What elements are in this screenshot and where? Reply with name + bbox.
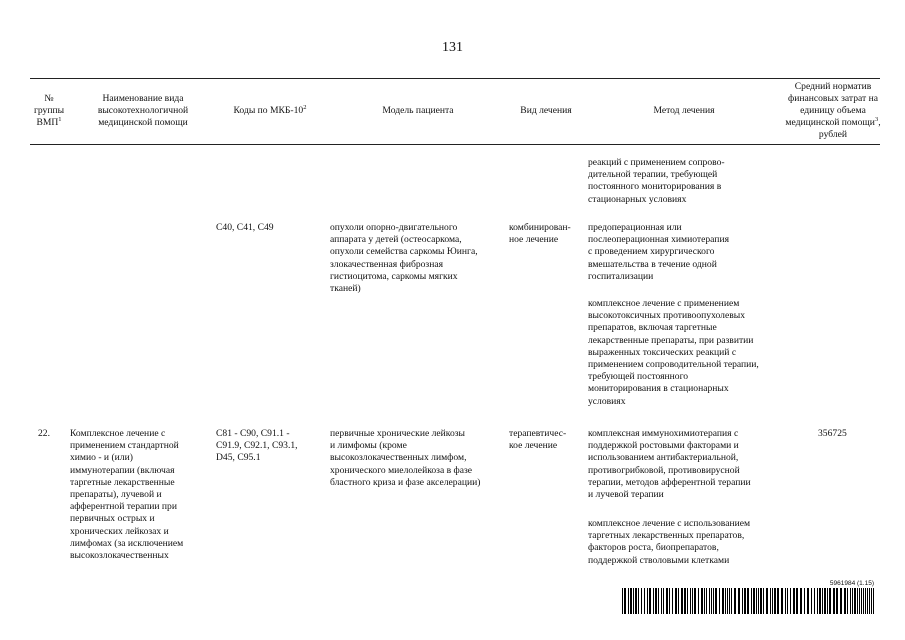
barcode-bar — [744, 588, 746, 614]
barcode-bar — [678, 588, 679, 614]
barcode-bar — [628, 588, 629, 614]
barcode-bar — [859, 588, 860, 614]
barcode-image — [622, 588, 876, 614]
barcode-bar — [622, 588, 623, 614]
barcode-bar — [800, 588, 802, 614]
barcode-bar — [774, 588, 776, 614]
barcode-bar — [854, 588, 856, 614]
header-group-number — [30, 80, 68, 142]
footnote-3: 3 — [874, 116, 879, 123]
header-cost-norm-text — [784, 81, 882, 141]
vmp-name-cell: Комплексное лечение с применением стандартной химио - и (или) иммунотерапии (включая таргетные лекарственные препараты), лучевой и афферентной терапии при первичных острых и хронических лейкозах и лимфомах (за исключением высокозлокачественных — [70, 428, 184, 562]
barcode-bar — [672, 588, 673, 614]
header-icd-codes — [214, 80, 326, 142]
treatment-type-cell: терапевтичес- кое лечение — [509, 428, 567, 452]
barcode-bar — [865, 588, 866, 614]
patient-model-cell: первичные хронические лейкозы и лимфомы (кроме высокозлокачественных лимфом, хронического миелолейкоза в фазе бластного криза и фазе акселерации) — [330, 428, 481, 488]
barcode-bar — [836, 588, 838, 614]
barcode-bar — [687, 588, 688, 614]
barcode-bar — [847, 588, 848, 614]
icd-codes-cell: C81 - C90, C91.1 - C91.9, C92.1, C93.1, D45, C95.1 — [216, 428, 298, 464]
barcode-bar — [824, 588, 826, 614]
header-icd-codes-text — [234, 105, 307, 117]
patient-model-cell: опухоли опорно-двигательного аппарата у детей (остеосаркома, опухоли семейства саркомы Юинга, злокачественная фиброзная гистиоцитома, саркомы мягких тканей) — [330, 222, 478, 295]
barcode-bar — [790, 588, 791, 614]
barcode-bar — [706, 588, 707, 614]
barcode-bar — [647, 588, 648, 614]
barcode-bar — [793, 588, 795, 614]
barcode-bar — [635, 588, 637, 614]
barcode-bar — [844, 588, 846, 614]
barcode-bar — [796, 588, 798, 614]
header-cost-norm — [784, 80, 882, 142]
barcode-bar — [713, 588, 714, 614]
barcode-bar — [649, 588, 651, 614]
barcode-bar — [653, 588, 654, 614]
barcode-bar — [763, 588, 764, 614]
barcode-bar — [758, 588, 759, 614]
barcode-bar — [850, 588, 851, 614]
barcode-bar — [863, 588, 864, 614]
barcode-bar — [833, 588, 835, 614]
header-treatment-method-label: Метод лечения — [653, 105, 715, 116]
header-patient-model-label: Модель пациента — [382, 105, 454, 116]
header-top-rule — [30, 78, 880, 79]
header-treatment-method — [586, 80, 782, 142]
barcode-bar — [814, 588, 815, 614]
group-number-cell: 22. — [38, 428, 50, 439]
barcode-bar — [690, 588, 691, 614]
header-patient-model — [328, 80, 508, 142]
footnote-2: 2 — [303, 104, 307, 111]
barcode-bar — [827, 588, 828, 614]
barcode-bar — [811, 588, 812, 614]
cost-cell: 356725 — [818, 428, 847, 439]
barcode-bar — [666, 588, 668, 614]
barcode-bar — [785, 588, 786, 614]
header-group-number-text — [30, 93, 68, 129]
barcode-bar — [738, 588, 740, 614]
barcode-bar — [829, 588, 831, 614]
method-continuation: реакций с применением сопрово- дительной терапии, требующей постоянного мониторирования в стационарных условиях — [588, 157, 725, 205]
barcode-bar — [709, 588, 710, 614]
barcode-bar — [840, 588, 842, 614]
icd-codes-cell: C40, C41, C49 — [216, 222, 274, 233]
header-cost-norm-label: Средний норматив финансовых затрат на единицу объема медицинской помощи — [785, 81, 878, 128]
barcode-bar — [731, 588, 732, 614]
barcode-bar — [698, 588, 699, 614]
barcode-bar — [711, 588, 712, 614]
barcode-bar — [747, 588, 749, 614]
barcode-bar — [772, 588, 773, 614]
header-vmp-name-label: Наименование вида высокотехнологичной медицинской помощи — [97, 93, 189, 128]
footnote-1: 1 — [58, 116, 62, 123]
barcode-bar — [722, 588, 724, 614]
barcode-bar — [719, 588, 720, 614]
header-vmp-name — [72, 80, 214, 142]
barcode-bar — [867, 588, 868, 614]
barcode-bar — [787, 588, 788, 614]
barcode-bar — [869, 588, 870, 614]
barcode-bar — [729, 588, 730, 614]
barcode-bar — [861, 588, 862, 614]
barcode-bar — [777, 588, 779, 614]
header-group-number-label: № группы ВМП — [33, 93, 65, 128]
barcode-bar — [633, 588, 634, 614]
barcode-bar — [658, 588, 659, 614]
barcode-bar — [781, 588, 783, 614]
treatment-method-cell: комплексная иммунохимиотерапия с поддержкой ростовыми факторами и использованием антибактериальной, противогрибковой, противовирусной терапии, методов афферентной терапии и лучевой терапии — [588, 428, 751, 501]
barcode-bar — [638, 588, 639, 614]
treatment-method-cell: комплексное лечение с применением высокотоксичных противоопухолевых препаратов, включая таргетные лекарственные препараты, при развитии выраженных токсических реакций с применением сопроводительной терапии, требующей постоянного мониторирования в стационарных условиях — [588, 298, 759, 407]
barcode-bar — [661, 588, 662, 614]
treatment-method-cell: предоперационная или послеоперационная химиотерапия с проведением хирургического вмешательства в течение одной госпитализации — [588, 222, 729, 282]
barcode-bar — [669, 588, 670, 614]
barcode-bar — [760, 588, 762, 614]
treatment-method-cell: комплексное лечение с использованием таргетных лекарственных препаратов, факторов роста, биопрепаратов, поддержкой стволовыми клетками — [588, 518, 751, 566]
barcode-bar — [701, 588, 703, 614]
barcode-bar — [715, 588, 717, 614]
barcode-bar — [770, 588, 771, 614]
barcode-bar — [675, 588, 677, 614]
header-treatment-type — [508, 80, 584, 142]
barcode-bar — [725, 588, 726, 614]
page-number: 131 — [442, 40, 463, 55]
barcode-bar — [753, 588, 755, 614]
barcode-bar — [681, 588, 683, 614]
header-treatment-type-label: Вид лечения — [520, 105, 572, 116]
barcode-bar — [817, 588, 818, 614]
header-cost-unit: , рублей — [818, 117, 881, 140]
barcode-bar — [641, 588, 642, 614]
treatment-type-cell: комбинирован- ное лечение — [509, 222, 571, 246]
barcode-bar — [630, 588, 632, 614]
header-icd-codes-label: Коды по МКБ-10 — [233, 105, 304, 116]
barcode-bar — [704, 588, 705, 614]
barcode-bar — [751, 588, 752, 614]
barcode-bar — [655, 588, 657, 614]
barcode-bar — [857, 588, 858, 614]
barcode-bar — [871, 588, 872, 614]
header-bottom-rule — [30, 144, 880, 145]
barcode-bar — [624, 588, 626, 614]
barcode-number: 5961984 (1.15) — [829, 580, 874, 587]
barcode-bar — [663, 588, 664, 614]
barcode-bar — [804, 588, 805, 614]
barcode-bar — [756, 588, 757, 614]
barcode-bar — [692, 588, 693, 614]
barcode-bar — [819, 588, 821, 614]
barcode-bar — [727, 588, 728, 614]
barcode-bar — [852, 588, 853, 614]
barcode-bar — [734, 588, 736, 614]
barcode-bar — [684, 588, 686, 614]
barcode-bar — [807, 588, 809, 614]
barcode-bar — [742, 588, 743, 614]
barcode-bar — [644, 588, 645, 614]
barcode-bar — [873, 588, 874, 614]
barcode-bar — [766, 588, 768, 614]
barcode-bar — [822, 588, 823, 614]
barcode-bar — [694, 588, 696, 614]
